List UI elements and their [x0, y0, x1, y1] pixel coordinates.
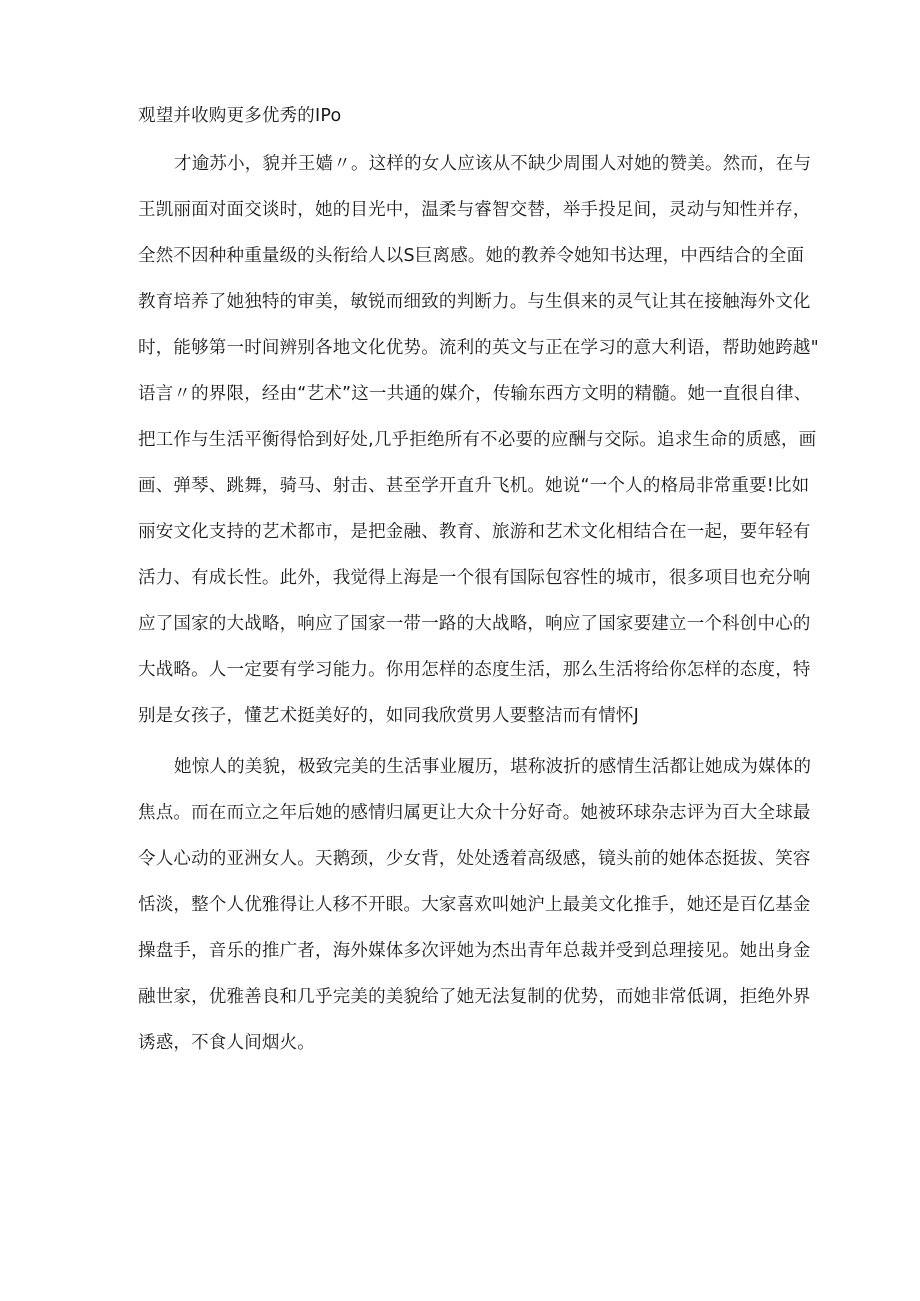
paragraph-2-line-4: 恬淡，整个人优雅得让人移不开眼。大家喜欢叫她沪上最美文化推手，她还是百亿基金: [138, 895, 811, 915]
paragraph-1-line-1: 才逾苏小，貌并王嫱〃。这样的女人应该从不缺少周围人对她的赞美。然而，在与: [174, 154, 812, 174]
paragraph-1-line-13: 别是女孩子，懂艺术挺美好的，如同我欣赏男人要整洁而有情怀J: [138, 706, 639, 726]
paragraph-1-line-6: 语言〃的界限，经由“艺术”这一共通的媒介，传输东西方文明的精髓。她一直很自律、: [138, 384, 812, 404]
paragraph-2-line-6: 融世家，优雅善良和几乎完美的美貌给了她无法复制的优势，而她非常低调，拒绝外界: [138, 987, 811, 1007]
paragraph-1-line-2: 王凯丽面对面交谈时，她的目光中，温柔与睿智交替，举手投足间，灵动与知性并存，: [138, 200, 811, 220]
paragraph-1-line-7: 把工作与生活平衡得恰到好处,几乎拒绝所有不必要的应酬与交际。追求生命的质感，画: [138, 430, 817, 450]
paragraph-2-line-2: 焦点。而在而立之年后她的感情归属更让大众十分好奇。她被环球杂志评为百大全球最: [138, 803, 811, 823]
paragraph-1-line-8: 画、弹琴、跳舞，骑马、射击、甚至学开直升飞机。她说“一个人的格局非常重要!比如: [138, 476, 810, 496]
paragraph-1-line-4: 教育培养了她独特的审美，敏锐而细致的判断力。与生俱来的灵气让其在接触海外文化: [138, 292, 811, 312]
paragraph-2-line-1: 她惊人的美貌，极致完美的生活事业履历，堪称波折的感情生活都让她成为媒体的: [174, 757, 812, 777]
paragraph-2-line-5: 操盘手，音乐的推广者，海外媒体多次评她为杰出青年总裁并受到总理接见。她出身金: [138, 941, 811, 961]
paragraph-2-line-3: 令人心动的亚洲女人。天鹅颈，少女背，处处透着高级感，镜头前的她体态挺拔、笑容: [138, 849, 811, 869]
heading-line: 观望并收购更多优秀的IPo: [138, 106, 342, 126]
paragraph-1-line-9: 丽安文化支持的艺术都市，是把金融、教育、旅游和艺术文化相结合在一起，要年轻有: [138, 522, 811, 542]
paragraph-1-line-10: 活力、有成长性。此外，我觉得上海是一个很有国际包容性的城市，很多项目也充分响: [138, 568, 811, 588]
paragraph-1-line-5: 时，能够第一时间辨别各地文化优势。流利的英文与正在学习的意大利语，帮助她跨越": [138, 338, 819, 358]
paragraph-1-line-3: 全然不因种种重量级的头衔给人以S巨离感。她的教养令她知书达理，中西结合的全面: [138, 246, 805, 266]
paragraph-1-line-12: 大战略。人一定要有学习能力。你用怎样的态度生活，那么生活将给你怎样的态度，特: [138, 660, 811, 680]
paragraph-1-line-11: 应了国家的大战略，响应了国家一带一路的大战略，响应了国家要建立一个科创中心的: [138, 614, 811, 634]
paragraph-2-line-7: 诱惑，不食人间烟火。: [138, 1033, 315, 1053]
